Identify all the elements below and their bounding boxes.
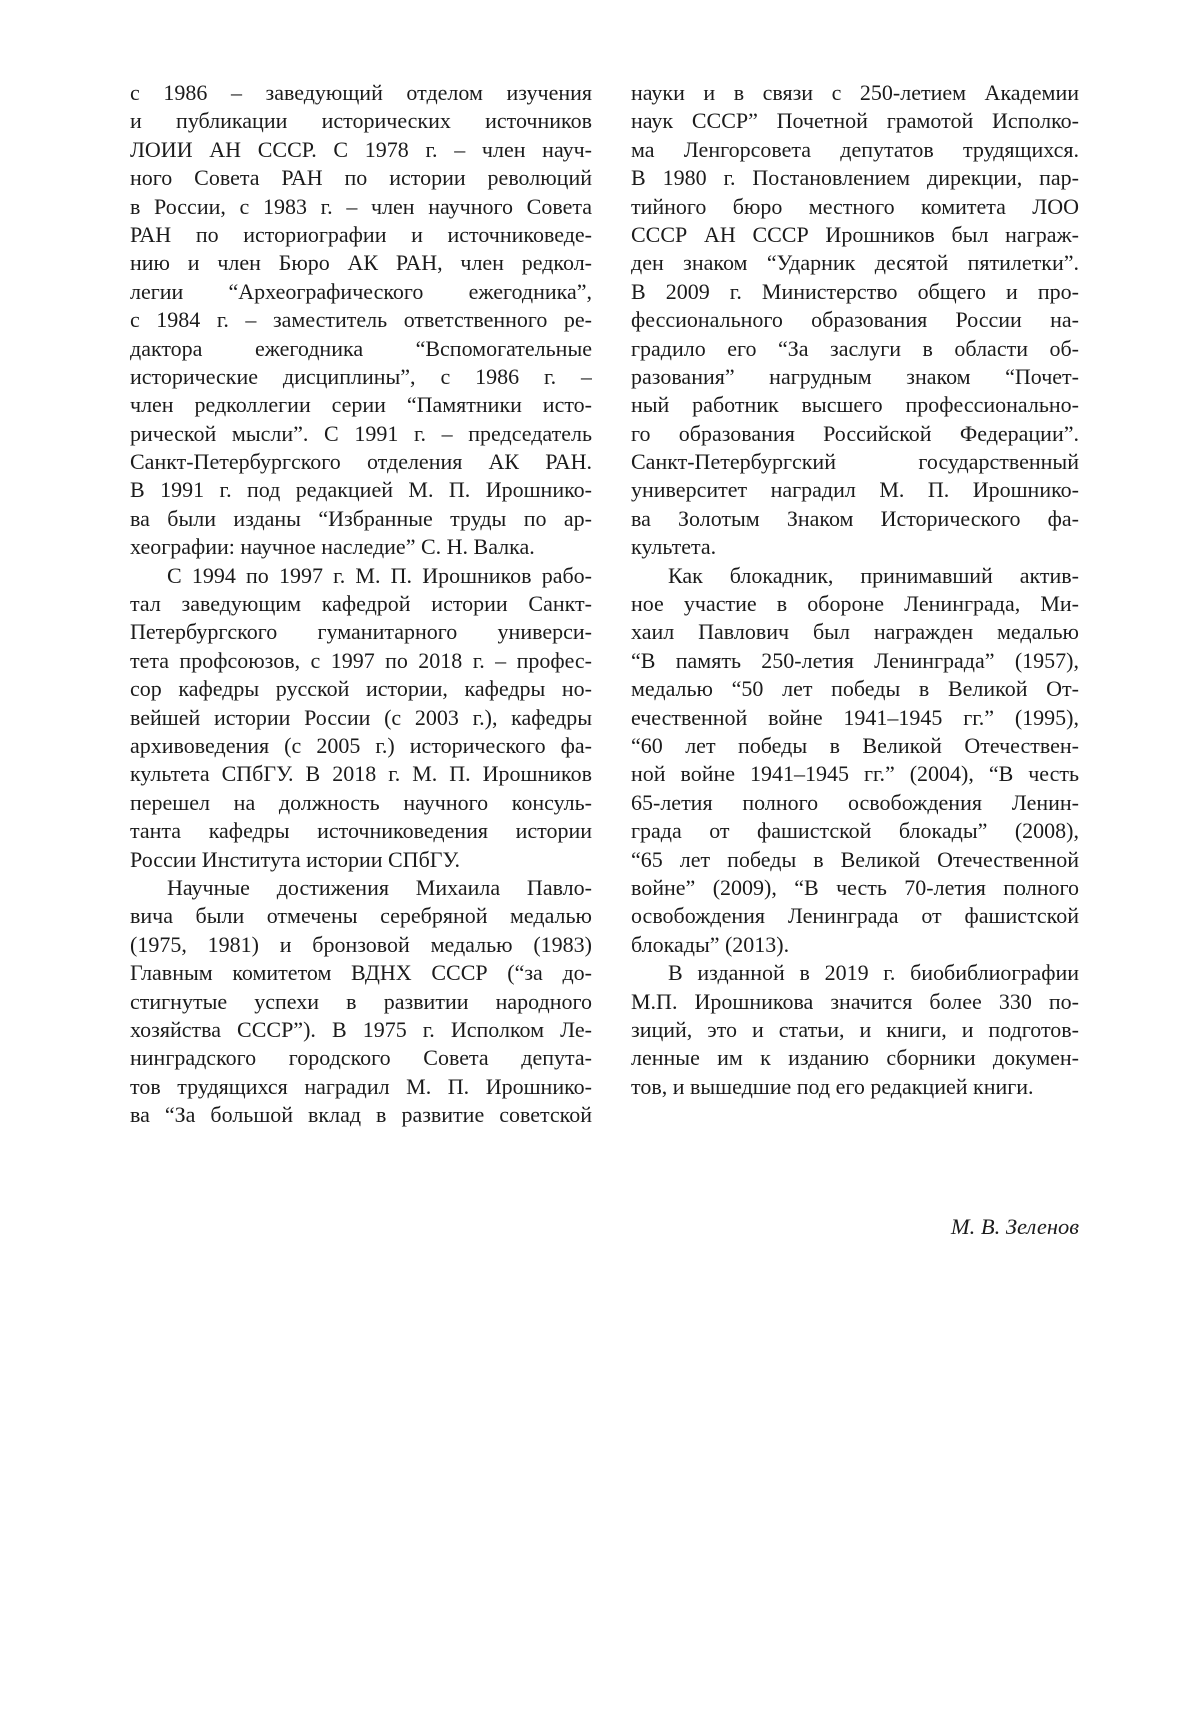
author-signature: М. В. Зеленов [950, 1214, 1079, 1240]
text-line: тийного бюро местного комитета ЛОО [631, 193, 1079, 219]
text-line: тов трудящихся наградил М. П. Ирошнико- [130, 1073, 592, 1099]
text-line: культета СПбГУ. В 2018 г. М. П. Ирошников [130, 761, 592, 787]
text-line: В 1980 г. Постановлением дирекции, пар- [631, 165, 1079, 191]
paragraph [631, 562, 1079, 959]
text-line: ное участие в обороне Ленинграда, Ми- [631, 591, 1079, 617]
text-line: нинградского городского Совета депута- [130, 1045, 592, 1071]
text-line: архивоведения (с 2005 г.) исторического фа- [130, 732, 592, 758]
text-line: культета. [631, 534, 717, 560]
text-line: танта кафедры источниковедения истории [130, 818, 592, 844]
text-line: “65 лет победы в Великой Отечественной [631, 846, 1079, 872]
text-line: дактора ежегодника “Вспомогательные [130, 335, 592, 361]
text-line: “60 лет победы в Великой Отечествен- [631, 732, 1079, 758]
text-line: рической мысли”. С 1991 г. – председатель [130, 420, 592, 446]
text-column-left [130, 79, 592, 1241]
text-line: С 1994 по 1997 г. М. П. Ирошников рабо- [167, 562, 592, 588]
text-line: исторические дисциплины”, с 1986 г. – [130, 363, 592, 389]
text-line: вича были отмечены серебряной медалью [130, 903, 592, 929]
text-line: ЛОИИ АН СССР. С 1978 г. – член науч- [130, 136, 592, 162]
text-line: и публикации исторических источников [130, 108, 592, 134]
text-line: В изданной в 2019 г. биобиблиографии [668, 960, 1079, 986]
text-line: ный работник высшего профессионально- [631, 392, 1079, 418]
text-line: в России, с 1983 г. – член научного Совета [130, 193, 592, 219]
text-line: ва “За большой вклад в развитие советской [130, 1102, 592, 1128]
paragraph [130, 562, 592, 874]
text-line: наук СССР” Почетной грамотой Исполко- [631, 108, 1079, 134]
text-line: (1975, 1981) и бронзовой медалью (1983) [130, 931, 592, 957]
paragraph [130, 874, 592, 1130]
text-line: блокады” (2013). [631, 931, 790, 957]
text-line: стигнутые успехи в развитии народного [130, 988, 592, 1014]
text-line: с 1984 г. – заместитель ответственного ре- [130, 307, 592, 333]
text-line: М.П. Ирошникова значится более 330 по- [631, 988, 1079, 1014]
text-line: го образования Российской Федерации”. [631, 420, 1079, 446]
text-line: ма Ленгорсовета депутатов трудящихся. [631, 136, 1079, 162]
text-line: вейшей истории России (с 2003 г.), кафедры [130, 704, 592, 730]
text-line: зиций, это и статьи, и книги, и подготов- [631, 1016, 1079, 1042]
text-line: В 2009 г. Министерство общего и про- [631, 278, 1079, 304]
text-line: Петербургского гуманитарного универси- [130, 619, 592, 645]
text-line: града от фашистской блокады” (2008), [631, 818, 1079, 844]
text-line: Научные достижения Михаила Павло- [167, 874, 592, 900]
text-line: легии “Археографического ежегодника”, [130, 278, 592, 304]
text-line: ечественной войне 1941–1945 гг.” (1995), [631, 704, 1079, 730]
text-line: ден знаком “Ударник десятой пятилетки”. [631, 250, 1079, 276]
text-line: с 1986 – заведующий отделом изучения [130, 80, 592, 105]
text-block [130, 79, 1079, 1241]
text-line: нию и член Бюро АК РАН, член редкол- [130, 250, 592, 276]
text-line: СССР АН СССР Ирошников был награж- [631, 221, 1079, 247]
text-line: войне” (2009), “В честь 70-летия полного [631, 874, 1079, 900]
text-line: России Института истории СПбГУ. [130, 846, 460, 872]
text-line: Как блокадник, принимавший актив- [668, 562, 1079, 588]
text-line: “В память 250-летия Ленинграда” (1957), [631, 647, 1079, 673]
text-line: ного Совета РАН по истории революций [130, 165, 592, 191]
text-line: Главным комитетом ВДНХ СССР (“за до- [130, 960, 592, 986]
text-line: науки и в связи с 250-летием Академии [631, 80, 1079, 105]
text-line: ва Золотым Знаком Исторического фа- [631, 505, 1079, 531]
paragraph [631, 959, 1079, 1101]
paragraph [631, 79, 1079, 562]
text-line: В 1991 г. под редакцией М. П. Ирошнико- [130, 477, 592, 503]
text-line: хеографии: научное наследие” С. Н. Валка. [130, 534, 535, 560]
text-line: РАН по историографии и источниковеде- [130, 221, 592, 247]
text-line: ленные им к изданию сборники докумен- [631, 1045, 1079, 1071]
paragraph [130, 79, 592, 562]
text-line: тов, и вышедшие под его редакцией книги. [631, 1073, 1034, 1099]
text-line: хаил Павлович был награжден медалью [631, 619, 1079, 645]
text-line: член редколлегии серии “Памятники исто- [130, 392, 592, 418]
text-line: хозяйства СССР”). В 1975 г. Исполком Ле- [130, 1016, 592, 1042]
text-line: градило его “За заслуги в области об- [631, 335, 1079, 361]
text-line: университет наградил М. П. Ирошнико- [631, 477, 1079, 503]
text-line: тал заведующим кафедрой истории Санкт- [130, 591, 592, 617]
text-line: Санкт-Петербургского отделения АК РАН. [130, 449, 592, 475]
text-line: ва были изданы “Избранные труды по ар- [130, 505, 592, 531]
text-line: перешел на должность научного консуль- [130, 789, 592, 815]
text-line: Санкт-Петербургский государственный [631, 449, 1079, 475]
text-line: разования” нагрудным знаком “Почет- [631, 363, 1079, 389]
text-line: медалью “50 лет победы в Великой От- [631, 676, 1079, 702]
text-column-right [631, 79, 1079, 1241]
text-line: 65-летия полного освобождения Ленин- [631, 789, 1079, 815]
text-line: освобождения Ленинграда от фашистской [631, 903, 1079, 929]
text-line: тета профсоюзов, с 1997 по 2018 г. – профес- [130, 647, 592, 673]
text-line: фессионального образования России на- [631, 307, 1079, 333]
text-line: ной войне 1941–1945 гг.” (2004), “В честь [631, 761, 1079, 787]
text-line: сор кафедры русской истории, кафедры но- [130, 676, 592, 702]
